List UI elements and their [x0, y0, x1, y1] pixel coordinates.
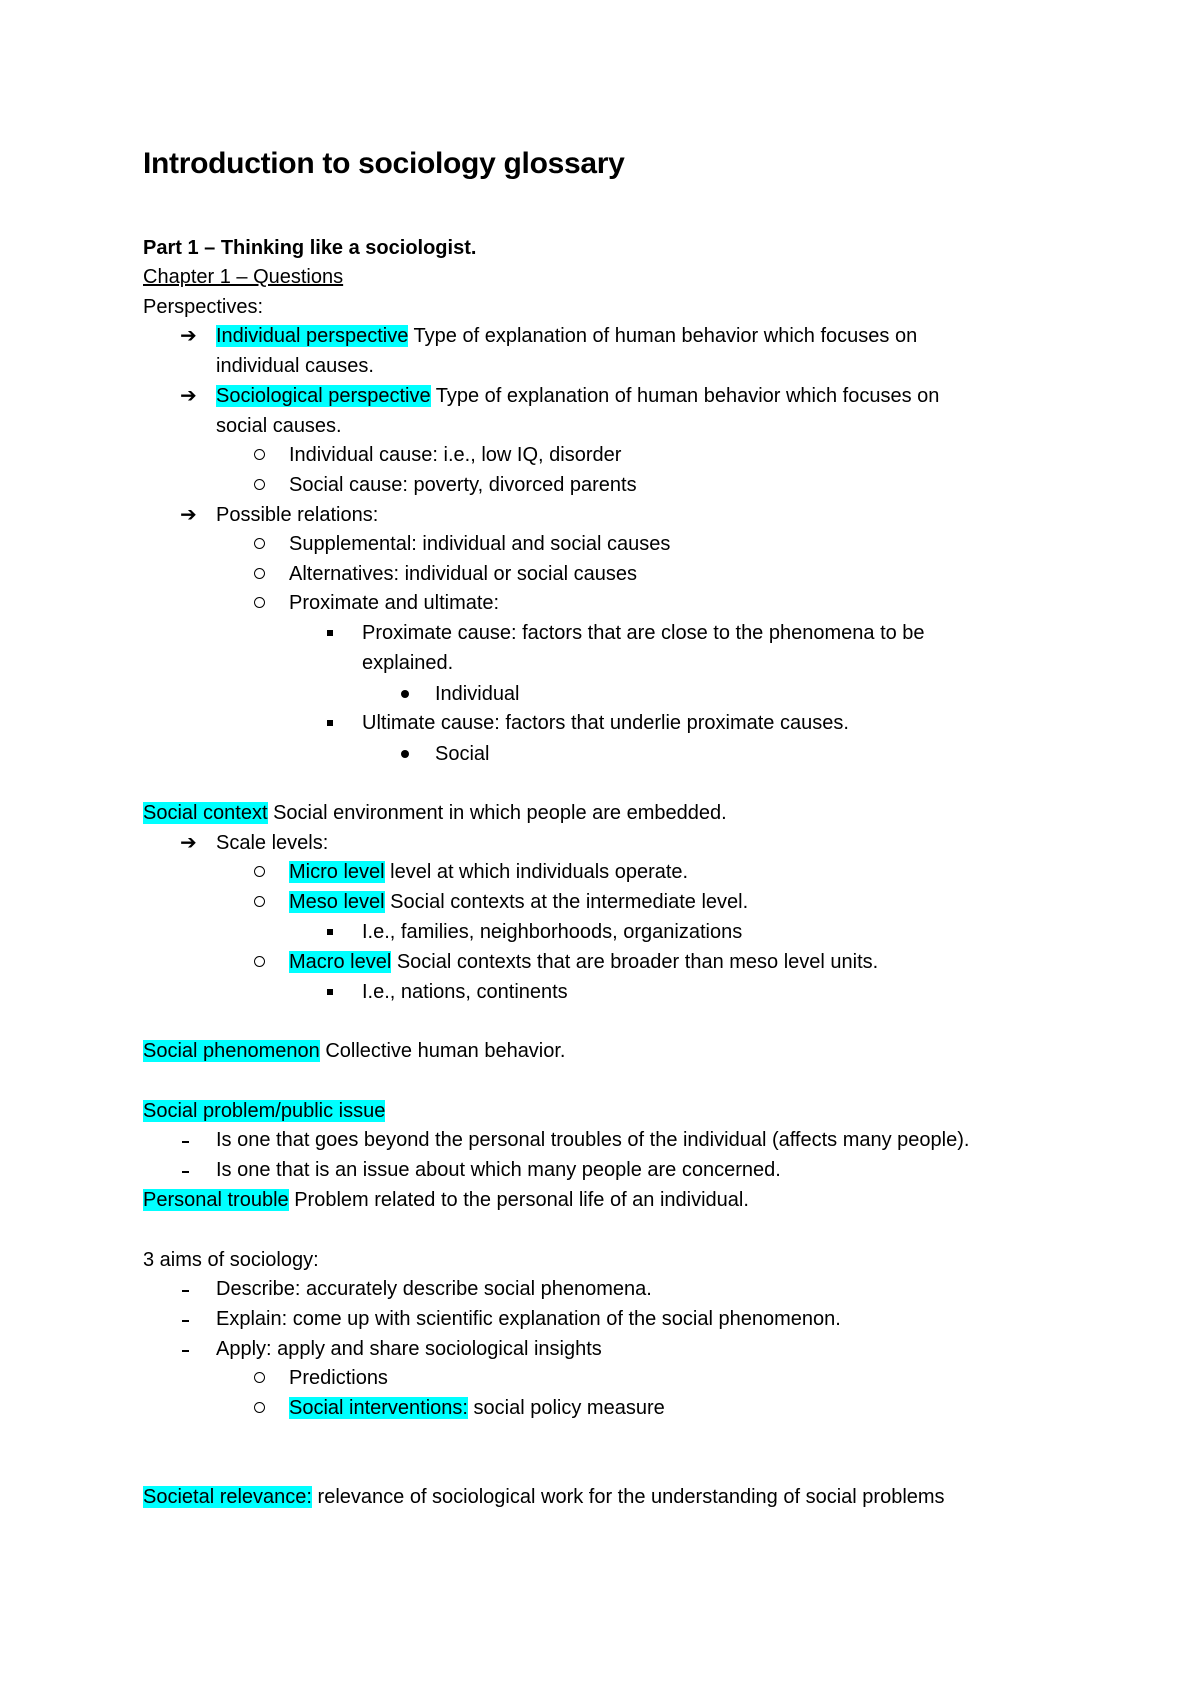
- definition-continuation: individual causes.: [216, 355, 374, 377]
- micro-level-line: [289, 859, 688, 885]
- definition-continuation: social causes.: [216, 415, 342, 437]
- definition-text: Social contexts at the intermediate level.: [384, 891, 749, 913]
- personal-trouble-line: [143, 1187, 749, 1213]
- scale-levels-label: Scale levels:: [216, 832, 329, 854]
- list-item-social: Social: [435, 743, 490, 765]
- dash-bullet-icon: [182, 1171, 189, 1173]
- list-item-sp-1: Is one that goes beyond the personal troubles of the individual (affects many people).: [216, 1129, 970, 1151]
- round-bullet-icon: [401, 690, 409, 698]
- list-item-aim-describe: Describe: accurately describe social phenomena.: [216, 1278, 652, 1300]
- dash-bullet-icon: [182, 1320, 189, 1322]
- right-arrow-icon: ➔: [180, 325, 197, 347]
- square-bullet-icon: [327, 929, 333, 935]
- term-sociological-perspective: Sociological perspective: [216, 385, 431, 407]
- societal-relevance-line: [143, 1484, 945, 1510]
- definition-text: Problem related to the personal life of an individual.: [288, 1189, 749, 1211]
- list-item-predictions: Predictions: [289, 1367, 388, 1389]
- term-meso-level: Meso level: [289, 891, 385, 913]
- list-item-proximate-cause: Proximate cause: factors that are close to the phenomena to be: [362, 622, 925, 644]
- hollow-circle-bullet-icon: [254, 568, 265, 579]
- definition-text: relevance of sociological work for the understanding of social problems: [311, 1486, 945, 1508]
- hollow-circle-bullet-icon: [254, 1402, 265, 1413]
- list-item-meso-examples: I.e., families, neighborhoods, organizations: [362, 921, 743, 943]
- term-individual-perspective: Individual perspective: [216, 325, 409, 347]
- term-social-interventions: Social interventions:: [289, 1397, 468, 1419]
- square-bullet-icon: [327, 630, 333, 636]
- round-bullet-icon: [401, 750, 409, 758]
- square-bullet-icon: [327, 989, 333, 995]
- hollow-circle-bullet-icon: [254, 896, 265, 907]
- hollow-circle-bullet-icon: [254, 956, 265, 967]
- definition-text: social policy measure: [467, 1397, 665, 1419]
- possible-relations-label: Possible relations:: [216, 504, 379, 526]
- definition-text: Type of explanation of human behavior which focuses on: [408, 325, 918, 347]
- hollow-circle-bullet-icon: [254, 1372, 265, 1383]
- social-problem-line: [143, 1098, 385, 1124]
- dash-bullet-icon: [182, 1350, 189, 1352]
- hollow-circle-bullet-icon: [254, 597, 265, 608]
- macro-level-line: [289, 949, 878, 975]
- social-context-line: [143, 800, 727, 826]
- right-arrow-icon: ➔: [180, 832, 197, 854]
- list-item-macro-examples: I.e., nations, continents: [362, 981, 568, 1003]
- definition-text: level at which individuals operate.: [384, 861, 689, 883]
- definition-text: Social environment in which people are embedded.: [267, 802, 727, 824]
- chapter1-heading: Chapter 1 – Questions: [143, 266, 344, 288]
- meso-level-line: [289, 889, 748, 915]
- dash-bullet-icon: [182, 1141, 189, 1143]
- term-social-problem: Social problem/public issue: [143, 1100, 386, 1122]
- perspectives-label: Perspectives:: [143, 296, 264, 318]
- aims-label: 3 aims of sociology:: [143, 1249, 319, 1271]
- list-item-supplemental: Supplemental: individual and social causes: [289, 533, 671, 555]
- hollow-circle-bullet-icon: [254, 866, 265, 877]
- list-item-aim-explain: Explain: come up with scientific explanation of the social phenomenon.: [216, 1308, 841, 1330]
- term-macro-level: Macro level: [289, 951, 392, 973]
- term-micro-level: Micro level: [289, 861, 385, 883]
- social-phenomenon-line: [143, 1038, 566, 1064]
- list-item-proximate-ultimate: Proximate and ultimate:: [289, 592, 500, 614]
- individual-perspective-line: [216, 323, 917, 349]
- term-societal-relevance: Societal relevance:: [143, 1486, 312, 1508]
- term-personal-trouble: Personal trouble: [143, 1189, 289, 1211]
- social-interventions-line: [289, 1395, 665, 1421]
- list-item-alternatives: Alternatives: individual or social causes: [289, 563, 637, 585]
- list-item-individual-cause: Individual cause: i.e., low IQ, disorder: [289, 444, 622, 466]
- list-item-individual: Individual: [435, 683, 520, 705]
- part1-heading: Part 1 – Thinking like a sociologist.: [143, 237, 477, 259]
- list-item-social-cause: Social cause: poverty, divorced parents: [289, 474, 637, 496]
- list-item-ultimate-cause: Ultimate cause: factors that underlie proximate causes.: [362, 712, 849, 734]
- definition-text: Collective human behavior.: [319, 1040, 566, 1062]
- term-social-phenomenon: Social phenomenon: [143, 1040, 320, 1062]
- definition-text: Social contexts that are broader than meso level units.: [391, 951, 879, 973]
- right-arrow-icon: ➔: [180, 504, 197, 526]
- document-title: Introduction to sociology glossary: [143, 147, 625, 180]
- hollow-circle-bullet-icon: [254, 449, 265, 460]
- sociological-perspective-line: [216, 383, 939, 409]
- square-bullet-icon: [327, 720, 333, 726]
- right-arrow-icon: ➔: [180, 385, 197, 407]
- hollow-circle-bullet-icon: [254, 479, 265, 490]
- definition-text: Type of explanation of human behavior which focuses on: [430, 385, 940, 407]
- list-item-aim-apply: Apply: apply and share sociological insights: [216, 1338, 602, 1360]
- dash-bullet-icon: [182, 1290, 189, 1292]
- term-social-context: Social context: [143, 802, 268, 824]
- hollow-circle-bullet-icon: [254, 538, 265, 549]
- list-item-continuation: explained.: [362, 652, 454, 674]
- list-item-sp-2: Is one that is an issue about which many people are concerned.: [216, 1159, 781, 1181]
